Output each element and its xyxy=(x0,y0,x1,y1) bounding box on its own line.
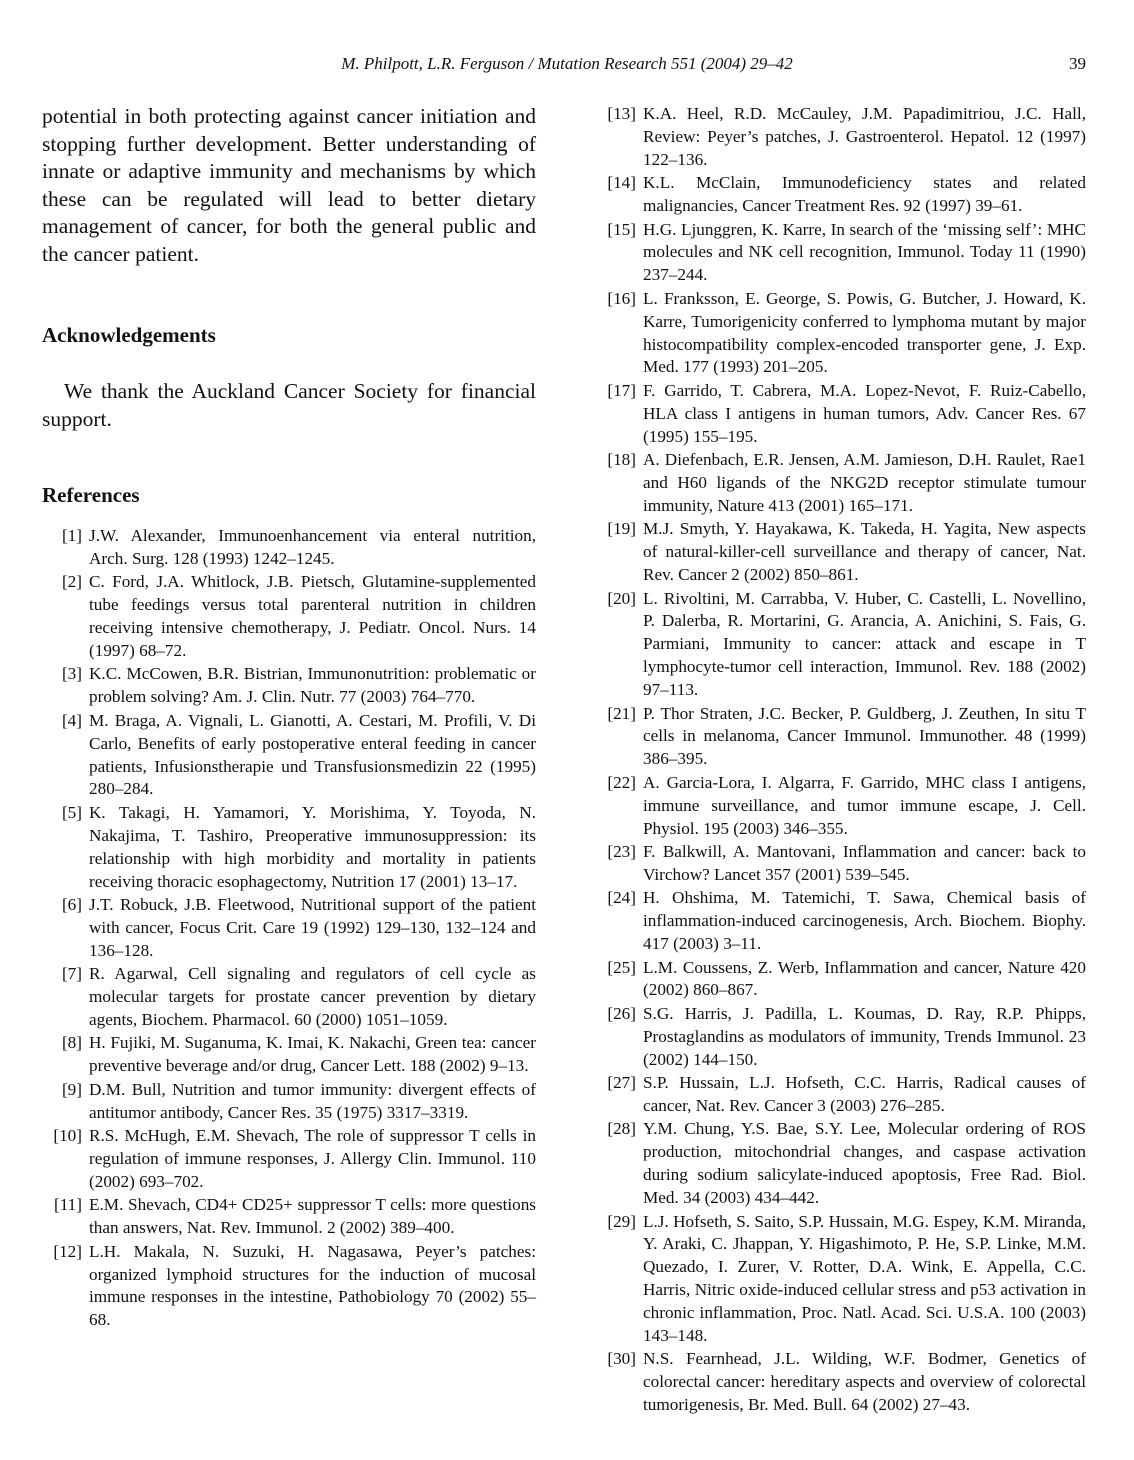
reference-text: A. Garcia-Lora, I. Algarra, F. Garrido, MHC class I antigens, immune surveillance, and tumor immune escape, J. Cell. Physiol. 195 (2003) 346–355. xyxy=(643,772,1086,838)
reference-item xyxy=(596,1348,1086,1417)
reference-text: S.G. Harris, J. Padilla, L. Koumas, D. Ray, R.P. Phipps, Prostaglandins as modulators of immunity, Trends Immunol. 23 (2002) 144–150. xyxy=(643,1003,1086,1069)
reference-item xyxy=(596,588,1086,703)
reference-text: H. Fujiki, M. Suganuma, K. Imai, K. Nakachi, Green tea: cancer preventive beverage and/or drug, Cancer Lett. 188 (2002) 9–13. xyxy=(89,1033,536,1076)
reference-item xyxy=(596,772,1086,841)
reference-number: [22] xyxy=(607,772,636,792)
reference-text: J.W. Alexander, Immunoenhancement via enteral nutrition, Arch. Surg. 128 (1993) 1242–1245. xyxy=(89,526,536,568)
reference-text: D.M. Bull, Nutrition and tumor immunity: divergent effects of antitumor antibody, Cancer Res. 35 (1975) 3317–3319. xyxy=(89,1079,536,1122)
page-number: 39 xyxy=(1069,54,1086,73)
reference-item xyxy=(42,1194,536,1240)
body-paragraph: potential in both protecting against cancer initiation and stopping further development. Better understanding of innate or adaptive immunity and mechanisms by which these can be regulated will lead to better dietary management of cancer, for both the general public and the cancer patient. xyxy=(42,104,536,266)
reference-text: P. Thor Straten, J.C. Becker, P. Guldberg, J. Zeuthen, In situ T cells in melanoma, Cancer Immunol. Immunother. 48 (1999) 386–395. xyxy=(643,703,1086,769)
reference-text: Y.M. Chung, Y.S. Bae, S.Y. Lee, Molecular ordering of ROS production, mitochondrial changes, and caspase activation during sodium salicylate-induced apoptosis, Free Rad. Biol. Med. 34 (2003) 434–442. xyxy=(643,1119,1086,1208)
reference-item xyxy=(596,887,1086,956)
reference-list-left xyxy=(42,525,536,1332)
reference-item xyxy=(42,525,536,571)
reference-number: [5] xyxy=(61,802,82,822)
reference-item xyxy=(596,518,1086,587)
reference-number: [24] xyxy=(607,888,636,908)
reference-item xyxy=(42,963,536,1032)
reference-item xyxy=(596,957,1086,1003)
reference-number: [12] xyxy=(53,1241,82,1261)
reference-number: [19] xyxy=(607,519,636,539)
reference-number: [14] xyxy=(607,173,636,193)
reference-number: [11] xyxy=(54,1195,82,1215)
reference-text: K.L. McClain, Immunodeficiency states and related malignancies, Cancer Treatment Res. 92 (1997) 39–61. xyxy=(643,173,1086,216)
reference-item xyxy=(596,703,1086,772)
reference-number: [26] xyxy=(607,1003,636,1023)
reference-item xyxy=(596,172,1086,218)
reference-text: K.A. Heel, R.D. McCauley, J.M. Papadimitriou, J.C. Hall, Review: Peyer’s patches, J. Gastroenterol. Hepatol. 12 (1997) 122–136. xyxy=(643,104,1086,169)
reference-number: [30] xyxy=(607,1349,636,1369)
reference-text: L. Franksson, E. George, S. Powis, G. Butcher, J. Howard, K. Karre, Tumorigenicity conferred to lymphoma mutant by major histocompatibility complex-encoded transporter gene, J. Exp. Med. 177 (1993) 201–205. xyxy=(643,288,1086,377)
reference-number: [25] xyxy=(607,957,636,977)
page-header xyxy=(0,52,1134,76)
reference-number: [8] xyxy=(61,1033,82,1053)
reference-number: [15] xyxy=(607,219,636,239)
reference-item xyxy=(596,1072,1086,1118)
running-head: M. Philpott, L.R. Ferguson / Mutation Research 551 (2004) 29–42 xyxy=(341,54,793,73)
reference-text: M.J. Smyth, Y. Hayakawa, K. Takeda, H. Yagita, New aspects of natural-killer-cell surveillance and therapy of cancer, Nat. Rev. Cancer 2 (2002) 850–861. xyxy=(643,519,1086,585)
reference-number: [3] xyxy=(61,664,82,684)
references-heading: References xyxy=(42,483,140,507)
reference-number: [4] xyxy=(61,710,82,730)
reference-number: [2] xyxy=(61,572,82,592)
reference-item xyxy=(42,802,536,894)
left-column xyxy=(42,103,536,1333)
reference-text: A. Diefenbach, E.R. Jensen, A.M. Jamieson, D.H. Raulet, Rae1 and H60 ligands of the NKG2D receptor stimulate tumour immunity, Nature 413 (2001) 165–171. xyxy=(643,450,1086,515)
reference-item xyxy=(596,841,1086,887)
reference-number: [17] xyxy=(607,380,636,400)
reference-text: H. Ohshima, M. Tatemichi, T. Sawa, Chemical basis of inflammation-induced carcinogenesis, Arch. Biochem. Biophy. 417 (2003) 3–11. xyxy=(643,888,1086,954)
reference-number: [29] xyxy=(607,1211,636,1231)
reference-text: N.S. Fearnhead, J.L. Wilding, W.F. Bodmer, Genetics of colorectal cancer: hereditary aspects and overview of colorectal tumorigenesis, Br. Med. Bull. 64 (2002) 27–43. xyxy=(643,1349,1086,1415)
reference-text: L. Rivoltini, M. Carrabba, V. Huber, C. Castelli, L. Novellino, P. Dalerba, R. Mortarini, G. Arancia, A. Anichini, S. Fais, G. Parmiani, Immunity to cancer: attack and escape in T lymphocyte-tumor cell interaction, Immunol. Rev. 188 (2002) 97–113. xyxy=(643,588,1086,700)
reference-item xyxy=(42,1032,536,1078)
reference-item xyxy=(596,449,1086,518)
reference-item xyxy=(42,1079,536,1125)
reference-item xyxy=(42,894,536,963)
reference-text: L.J. Hofseth, S. Saito, S.P. Hussain, M.G. Espey, K.M. Miranda, Y. Araki, C. Jhappan, Y. Higashimoto, P. He, S.P. Linke, M.M. Quezado, I. Zurer, V. Rotter, D.A. Wink, E. Appella, C.C. Harris, Nitric oxide-induced cellular stress and p53 activation in chronic inflammation, Proc. Natl. Acad. Sci. U.S.A. 100 (2003) 143–148. xyxy=(643,1211,1086,1346)
reference-item xyxy=(42,1125,536,1194)
reference-text: C. Ford, J.A. Whitlock, J.B. Pietsch, Glutamine-supplemented tube feedings versus total parenteral nutrition in children receiving intensive chemotherapy, J. Pediatr. Oncol. Nurs. 14 (1997) 68–72. xyxy=(89,572,536,661)
reference-item xyxy=(596,380,1086,449)
reference-text: J.T. Robuck, J.B. Fleetwood, Nutritional support of the patient with cancer, Focus Crit. Care 19 (1992) 129–130, 132–124 and 136–128. xyxy=(89,895,536,960)
right-column xyxy=(596,103,1086,1418)
reference-text: R.S. McHugh, E.M. Shevach, The role of suppressor T cells in regulation of immune responses, J. Allergy Clin. Immunol. 110 (2002) 693–702. xyxy=(89,1126,536,1191)
reference-number: [10] xyxy=(53,1126,82,1146)
reference-text: M. Braga, A. Vignali, L. Gianotti, A. Cestari, M. Profili, V. Di Carlo, Benefits of early postoperative enteral feeding in cancer patients, Infusionstherapie und Transfusionsmedizin 22 (1995) 280–284. xyxy=(89,710,536,799)
reference-item xyxy=(596,219,1086,288)
reference-text: H.G. Ljunggren, K. Karre, In search of the ‘missing self’: MHC molecules and NK cell recognition, Immunol. Today 11 (1990) 237–244. xyxy=(643,219,1086,285)
reference-number: [21] xyxy=(607,703,636,723)
reference-text: L.H. Makala, N. Suzuki, H. Nagasawa, Peyer’s patches: organized lymphoid structures for the induction of mucosal immune responses in the intestine, Pathobiology 70 (2002) 55–68. xyxy=(89,1241,536,1330)
reference-number: [7] xyxy=(61,964,82,984)
reference-item xyxy=(596,288,1086,380)
reference-text: L.M. Coussens, Z. Werb, Inflammation and cancer, Nature 420 (2002) 860–867. xyxy=(643,957,1086,1000)
reference-number: [16] xyxy=(607,288,636,308)
reference-number: [9] xyxy=(61,1079,82,1099)
reference-number: [28] xyxy=(607,1119,636,1139)
acknowledgements-text: We thank the Auckland Cancer Society for financial support. xyxy=(42,379,536,431)
reference-number: [1] xyxy=(61,526,82,545)
reference-number: [18] xyxy=(607,450,636,470)
reference-item xyxy=(42,1241,536,1333)
reference-number: [6] xyxy=(61,895,82,914)
reference-number: [27] xyxy=(607,1073,636,1093)
reference-number: [20] xyxy=(607,588,636,608)
reference-number: [23] xyxy=(607,842,636,861)
reference-text: S.P. Hussain, L.J. Hofseth, C.C. Harris, Radical causes of cancer, Nat. Rev. Cancer 3 (2003) 276–285. xyxy=(643,1073,1086,1115)
reference-text: K.C. McCowen, B.R. Bistrian, Immunonutrition: problematic or problem solving? Am. J. Clin. Nutr. 77 (2003) 764–770. xyxy=(89,664,536,707)
reference-item xyxy=(596,1211,1086,1348)
reference-item xyxy=(596,1003,1086,1072)
reference-number: [13] xyxy=(607,104,636,123)
reference-text: E.M. Shevach, CD4+ CD25+ suppressor T cells: more questions than answers, Nat. Rev. Immunol. 2 (2002) 389–400. xyxy=(89,1195,536,1238)
reference-text: F. Garrido, T. Cabrera, M.A. Lopez-Nevot, F. Ruiz-Cabello, HLA class I antigens in human tumors, Adv. Cancer Res. 67 (1995) 155–195. xyxy=(643,380,1086,446)
reference-item xyxy=(596,103,1086,172)
reference-item xyxy=(42,663,536,709)
reference-item xyxy=(42,571,536,663)
acknowledgements-heading: Acknowledgements xyxy=(42,323,216,347)
reference-text: F. Balkwill, A. Mantovani, Inflammation and cancer: back to Virchow? Lancet 357 (2001) 539–545. xyxy=(643,842,1086,884)
reference-item xyxy=(42,710,536,802)
reference-text: R. Agarwal, Cell signaling and regulators of cell cycle as molecular targets for prostate cancer prevention by dietary agents, Biochem. Pharmacol. 60 (2000) 1051–1059. xyxy=(89,964,536,1030)
reference-list-right xyxy=(596,103,1086,1417)
reference-item xyxy=(596,1118,1086,1210)
reference-text: K. Takagi, H. Yamamori, Y. Morishima, Y. Toyoda, N. Nakajima, T. Tashiro, Preoperative immunosuppression: its relationship with high morbidity and mortality in patients receiving thoracic esophagectomy, Nutrition 17 (2001) 13–17. xyxy=(89,802,536,891)
